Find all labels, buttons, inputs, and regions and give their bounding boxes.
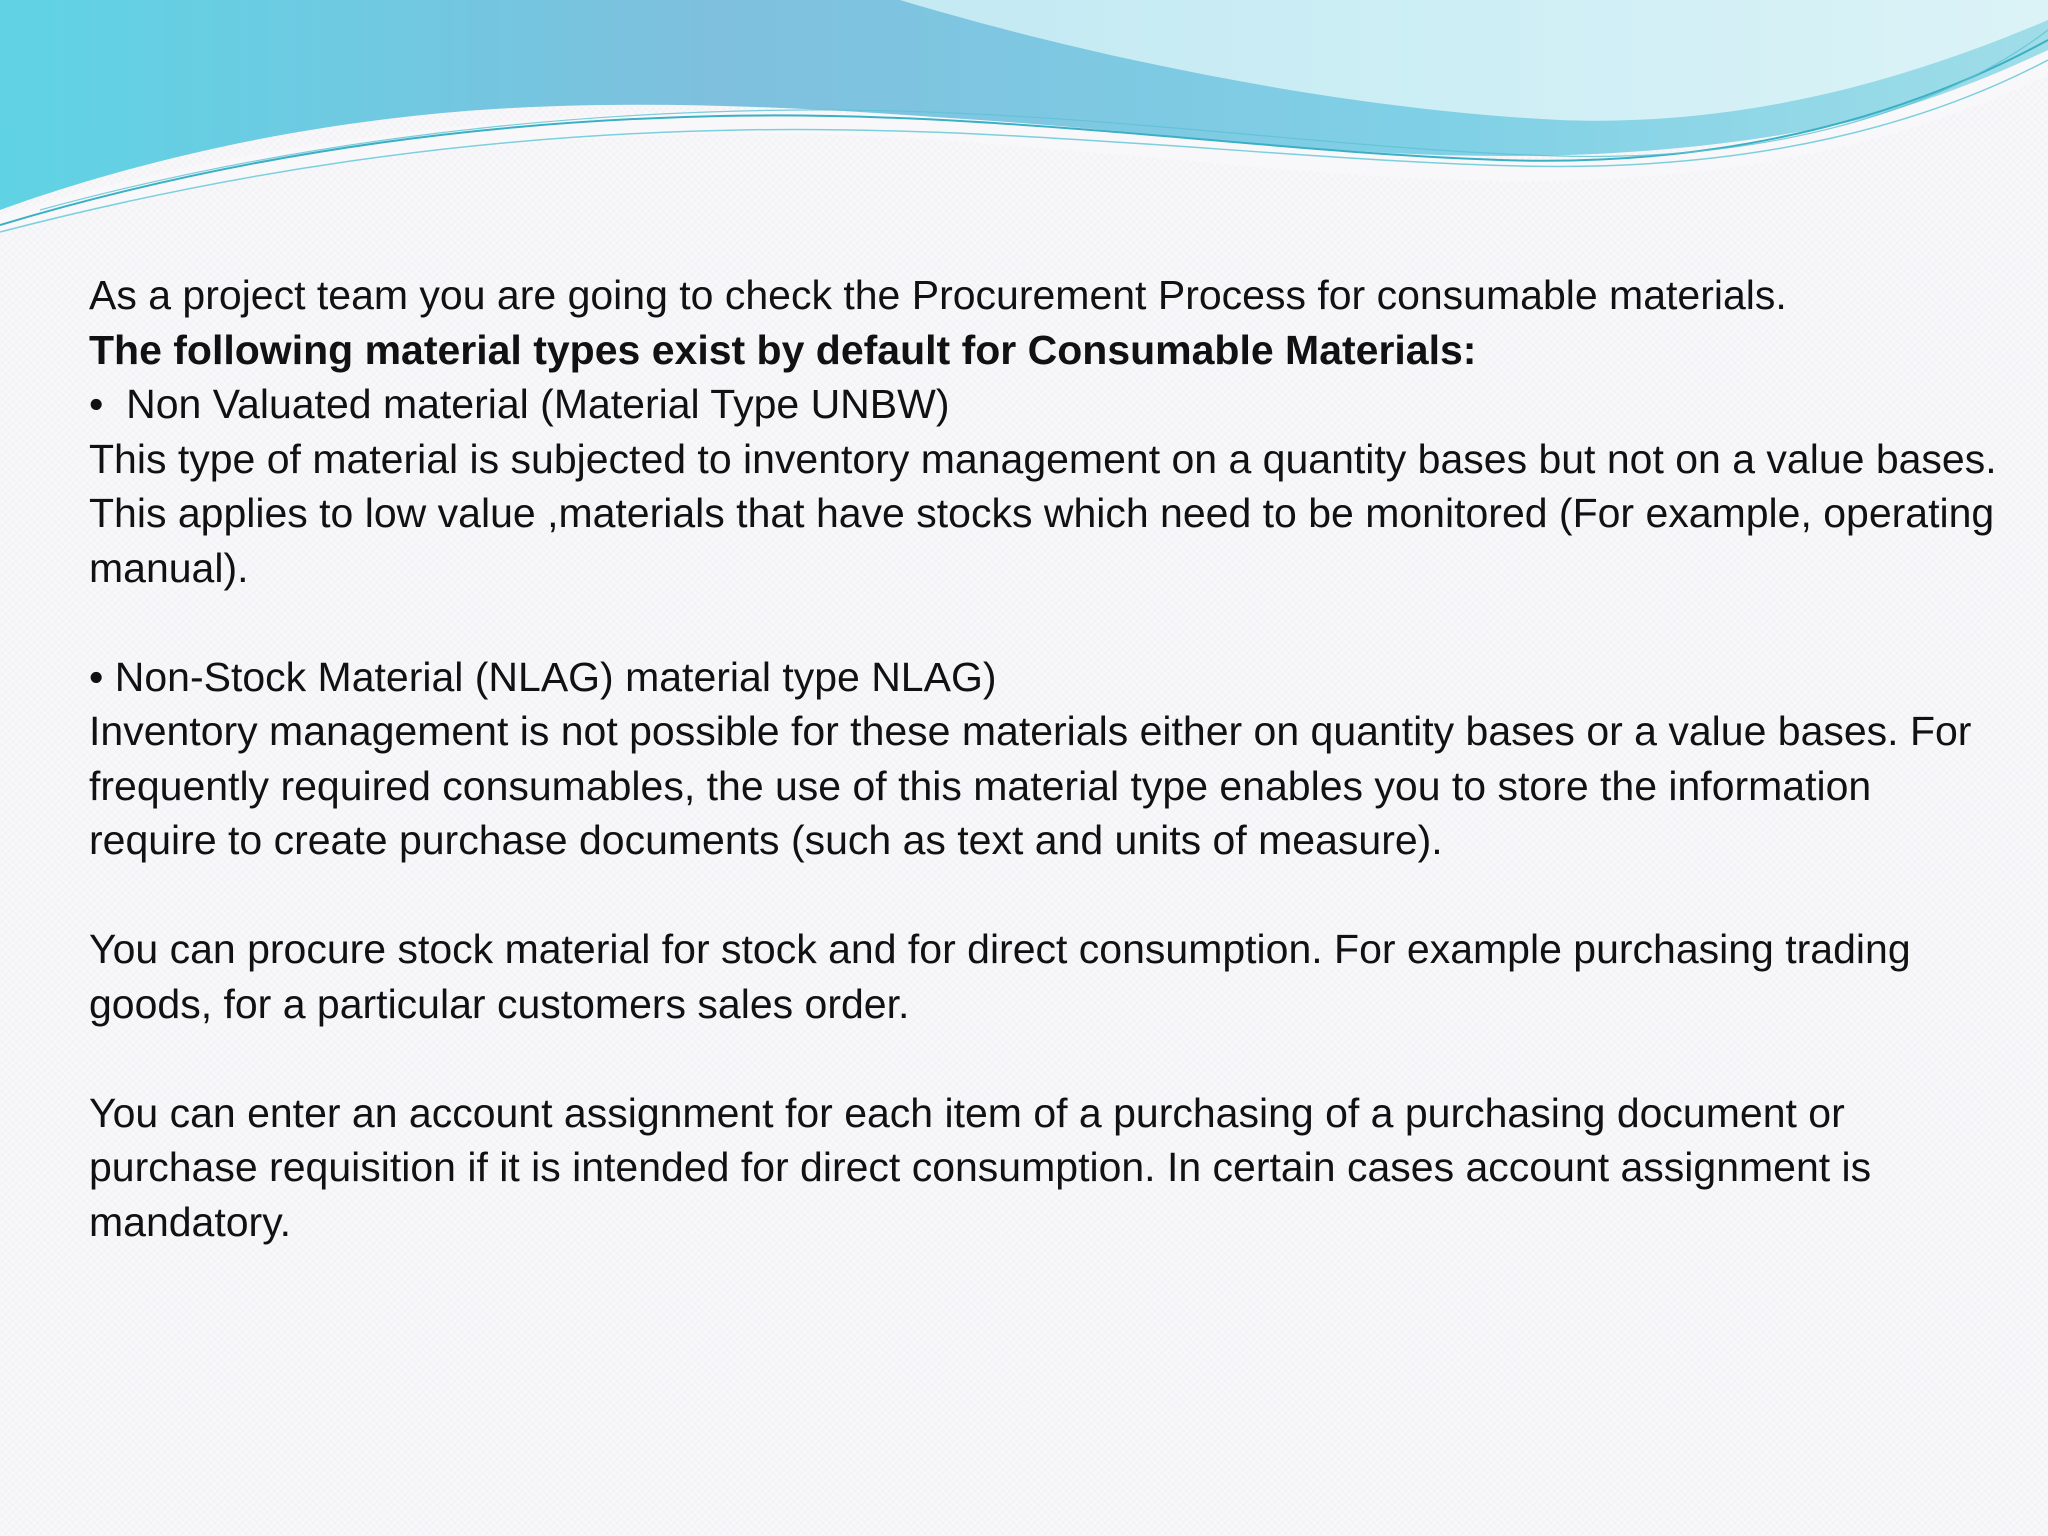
bullet-non-valuated: • Non Valuated material (Material Type UNBW) — [89, 381, 950, 427]
slide-body — [89, 268, 1999, 1249]
spacer — [89, 1031, 1999, 1086]
procure-paragraph: You can procure stock material for stock and for direct consumption. For example purchasing trading goods, for a particular customers sales order. — [89, 926, 1911, 1027]
bullet-non-stock-description: Inventory management is not possible for these materials either on quantity bases or a value bases. For frequently required consumables, the use of this material type enables you to store the information require to create purchase documents (such as text and units of measure). — [89, 708, 1972, 863]
spacer — [89, 595, 1999, 650]
spacer — [89, 868, 1999, 923]
bullet-non-stock: • Non-Stock Material (NLAG) material type NLAG) — [89, 653, 997, 700]
bullet-non-valuated-description: This type of material is subjected to inventory management on a quantity bases but not on a value bases. This applies to low value ,materials that have stocks which need to be monitored (For example, operating manual). — [89, 435, 1997, 591]
account-assignment-paragraph: You can enter an account assignment for each item of a purchasing of a purchasing document or purchase requisition if it is intended for direct consumption. In certain cases account assignment is mandatory. — [89, 1089, 1872, 1245]
intro-paragraph: As a project team you are going to check the Procurement Process for consumable materials. — [89, 272, 1787, 318]
section-heading: The following material types exist by default for Consumable Materials: — [89, 326, 1477, 373]
decorative-wave-header — [0, 0, 2048, 240]
